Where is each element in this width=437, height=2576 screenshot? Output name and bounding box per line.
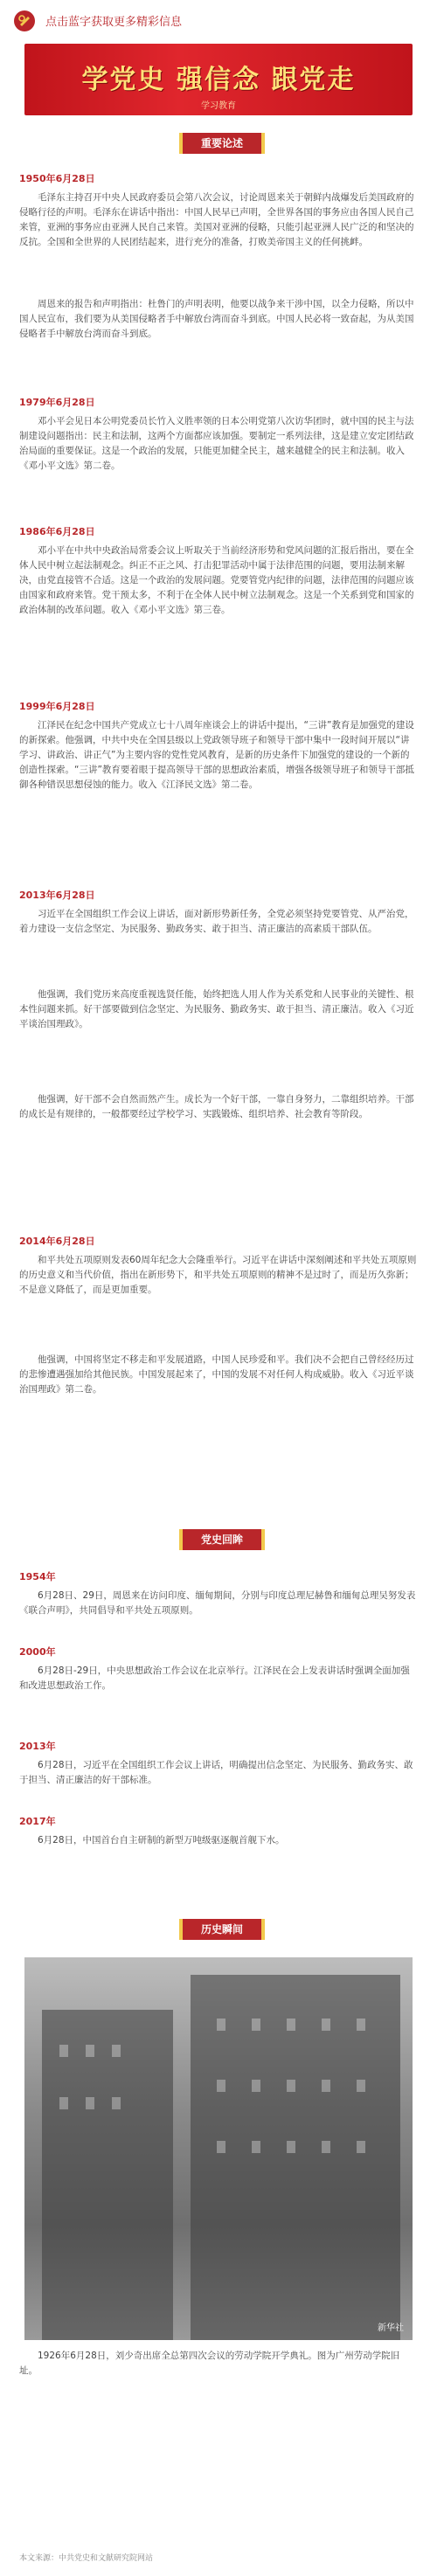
entry-paragraph: 他强调，好干部不会自然而然产生。成长为一个好干部，一靠自身努力，二靠组织培养。干部的成长是有规律的，一般都要经过学校学习、实践锻炼、组织培养、社会教育等阶段。 bbox=[19, 1094, 414, 1119]
entry-paragraph: 他强调，我们党历来高度重视选贤任能，始终把选人用人作为关系党和人民事业的关键性、根本性问题来抓。好干部要做到信念坚定、为民服务、勤政务实、敢于担当、清正廉洁。收入《习近平谈治国理政》。 bbox=[19, 989, 414, 1029]
entry-paragraph: 邓小平在中共中央政治局常委会议上听取关于当前经济形势和党风问题的汇报后指出，要在全体人民中树立起法制观念。纠正不正之风、打击犯罪活动中属于法律范围的问题，要用法制来解决，由党直接管不合适。这是一个政治的发展问题。党要管党内纪律的问题，法律范围的问题应该由国家和政府来管。党干预太多，不利于在全体人民中树立法制观念。这是一个关系到党和国家的政治体制的改革问题。收入《邓小平文选》第三卷。 bbox=[19, 545, 414, 615]
review-year: 2000年 bbox=[19, 1646, 56, 1658]
historic-building-photo bbox=[24, 1957, 413, 2340]
entry-date: 1950年6月28日 bbox=[19, 173, 95, 184]
top-header bbox=[0, 0, 437, 44]
entry-paragraph: 和平共处五项原则发表60周年纪念大会隆重举行。习近平在讲话中深刻阐述和平共处五项原则的历史意义和当代价值，指出在新形势下，和平共处五项原则的精神不是过时了，而是历久弥新；不是意义降低了，而是更加重要。 bbox=[19, 1255, 417, 1295]
header-title[interactable]: 点击蓝字获取更多精彩信息 bbox=[45, 16, 183, 29]
review-text: 6月28日-29日，中央思想政治工作会议在北京举行。江泽民在会上发表讲话时强调全面加强和改进思想政治工作。 bbox=[19, 1665, 410, 1691]
banner-image bbox=[24, 44, 413, 115]
review-text: 6月28日，习近平在全国组织工作会议上讲话，明确提出信念坚定、为民服务、勤政务实、敢于担当、清正廉洁的好干部标准。 bbox=[19, 1760, 413, 1785]
source-footer: 本文来源：中共党史和文献研究院网站 bbox=[19, 2554, 154, 2563]
review-text: 6月28日，中国首台自主研制的新型万吨级驱逐舰首舰下水。 bbox=[38, 1835, 285, 1845]
photo-watermark: 新华社 bbox=[378, 2323, 404, 2333]
entry-paragraph: 江泽民在纪念中国共产党成立七十八周年座谈会上的讲话中提出，“三讲”教育是加强党的建设的新探索。他强调，中共中央在全国县级以上党政领导班子和领导干部中集中一段时间开展以“讲学习、讲政治、讲正气”为主要内容的党性党风教育，是新的历史条件下加强党的建设的一个新的创造性探索。“三讲”教育要着眼于提高领导干部的思想政治素质，增强各级领导班子和领导干部抵御各种错误思想侵蚀的能力。收入《江泽民文选》第二卷。 bbox=[19, 720, 414, 790]
entry-date: 1986年6月28日 bbox=[19, 526, 95, 537]
entry-date: 2014年6月28日 bbox=[19, 1236, 95, 1247]
section-tag-important: 重要论述 bbox=[179, 133, 265, 154]
review-text: 6月28日、29日，周恩来在访问印度、缅甸期间，分别与印度总理尼赫鲁和缅甸总理吴努发表《联合声明》，共同倡导和平共处五项原则。 bbox=[19, 1590, 416, 1616]
entry-paragraph: 习近平在全国组织工作会议上讲话，面对新形势新任务，全党必须坚持党要管党、从严治党，着力建设一支信念坚定、为民服务、勤政务实、敢于担当、清正廉洁的高素质干部队伍。 bbox=[19, 909, 414, 934]
entry-paragraph: 毛泽东主持召开中央人民政府委员会第八次会议，讨论周恩来关于朝鲜内战爆发后美国政府的侵略行径的声明。毛泽东在讲话中指出：中国人民早已声明，全世界各国的事务应由各国人民自己来管，亚洲的事务应由亚洲人民自己来管。美国对亚洲的侵略，只能引起亚洲人民广泛的和坚决的反抗。全国和全世界的人民团结起来，进行充分的准备，打败美帝国主义的任何挑衅。 bbox=[19, 192, 414, 247]
party-emblem-icon bbox=[12, 9, 37, 33]
banner-subtitle: 学习教育 bbox=[201, 101, 236, 111]
entry-date: 1999年6月28日 bbox=[19, 701, 95, 712]
entry-paragraph: 周恩来的报告和声明指出：杜鲁门的声明表明，他要以战争来干涉中国，以全力侵略，所以中国人民宣布，我们要为从美国侵略者手中解放台湾而奋斗到底。中国人民必将一致奋起，为从美国侵略者手中解放台湾而奋斗到底。 bbox=[19, 299, 414, 339]
review-year: 1954年 bbox=[19, 1571, 56, 1582]
section-tag-review: 党史回眸 bbox=[179, 1529, 265, 1550]
entry-date: 2013年6月28日 bbox=[19, 890, 95, 901]
review-year: 2017年 bbox=[19, 1816, 56, 1827]
entry-paragraph: 他强调，中国将坚定不移走和平发展道路，中国人民珍爱和平。我们决不会把自己曾经经历过的悲惨遭遇强加给其他民族。中国发展起来了，中国的发展不对任何人构成威胁。收入《习近平谈治国理政》第二卷。 bbox=[19, 1354, 414, 1395]
photo-caption: 1926年6月28日，刘少奇出席全总第四次会议的劳动学院开学典礼。图为广州劳动学院旧址。 bbox=[19, 2351, 400, 2376]
review-year: 2013年 bbox=[19, 1741, 56, 1752]
section-tag-history: 历史瞬间 bbox=[179, 1919, 265, 1940]
entry-paragraph: 邓小平会见日本公明党委员长竹入义胜率领的日本公明党第八次访华团时，就中国的民主与法制建设问题指出：民主和法制，这两个方面都应该加强。要制定一系列法律，这是建立安定团结政治局面的重要保证。这是一个政治的发展，只能更加健全民主，越来越健全的民主和法制。收入《邓小平文选》第二卷。 bbox=[19, 416, 414, 471]
banner-slogan: 学党史 强信念 跟党走 bbox=[81, 65, 356, 95]
entry-date: 1979年6月28日 bbox=[19, 397, 95, 408]
